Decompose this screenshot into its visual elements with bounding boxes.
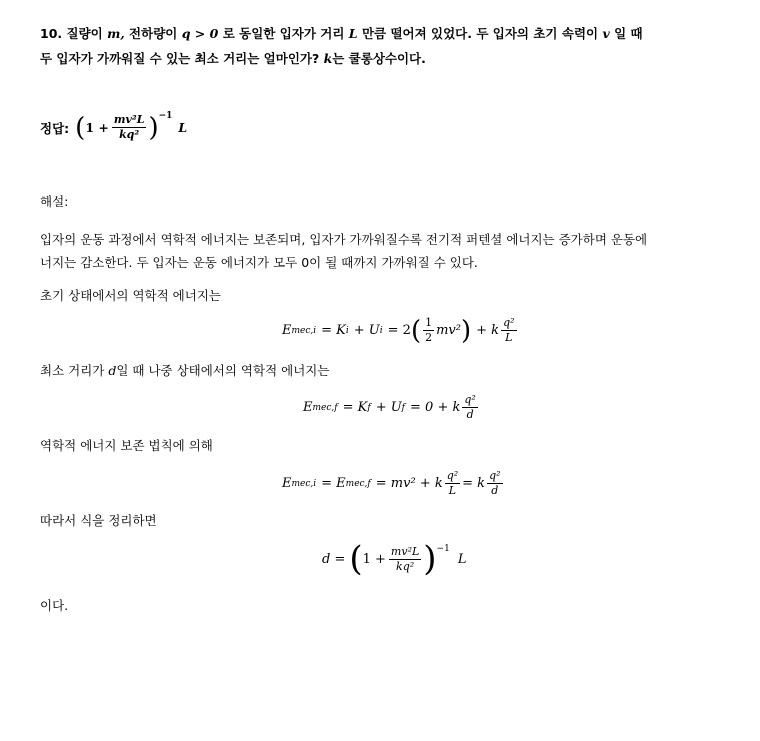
fraction-denominator: L xyxy=(505,331,513,344)
answer-label: 정답: xyxy=(40,120,70,136)
eq-subscript: i xyxy=(345,325,349,336)
eq-result-fraction xyxy=(389,545,421,574)
paren-open: ( xyxy=(349,539,363,579)
fraction-numerator: q² xyxy=(446,469,459,482)
eq-term: = 2 xyxy=(387,323,411,338)
answer-line xyxy=(40,113,187,142)
answer-one-plus: 1 + xyxy=(85,120,109,135)
math-v: v xyxy=(602,26,610,41)
eq-exponent: −1 xyxy=(436,544,450,554)
equation-result xyxy=(322,539,467,579)
paren-close: ) xyxy=(423,539,437,579)
equation-conservation xyxy=(282,469,505,498)
fraction-numerator: q² xyxy=(503,316,515,329)
equation-initial-energy xyxy=(282,316,519,345)
eq-subscript: i xyxy=(379,325,383,336)
paren-close: ) xyxy=(461,315,472,346)
eq-subscript: f xyxy=(401,402,406,413)
fraction-denominator: 2 xyxy=(425,331,433,344)
eq-term: + U xyxy=(375,400,402,415)
question-text: 는 쿨롱상수이다. xyxy=(332,51,426,66)
final-state-text xyxy=(40,358,329,383)
eq-fraction-q2-L xyxy=(445,469,460,498)
end-text: 이다. xyxy=(40,598,69,613)
eq-fraction-q2-d xyxy=(487,469,502,498)
eq-subscript: mec,f xyxy=(345,478,371,489)
fraction-denominator: kq² xyxy=(396,559,415,573)
eq-term: = 0 + k xyxy=(410,400,461,415)
eq-term: + k xyxy=(476,323,500,338)
eq-term: L xyxy=(457,551,467,567)
question-text: 두 입자가 가까워질 수 있는 최소 거리는 얼마인가? xyxy=(40,51,320,66)
equation-final-energy xyxy=(303,393,480,422)
eq-term: mv² xyxy=(436,323,461,338)
eq-term: = k xyxy=(462,476,486,491)
eq-term: d = xyxy=(322,551,346,567)
eq-term: 1 + xyxy=(362,551,386,567)
question-line-1 xyxy=(40,21,643,46)
eq-term: = K xyxy=(321,323,346,338)
math-m: m, xyxy=(107,26,125,41)
fraction-denominator: d xyxy=(466,408,474,421)
answer-fraction-denominator: kq² xyxy=(119,128,140,141)
question-text: 질량이 xyxy=(66,26,103,41)
text: 최소 거리가 xyxy=(40,363,105,378)
eq-term: = E xyxy=(321,476,346,491)
question-text: 전하량이 xyxy=(129,26,178,41)
question-line-2 xyxy=(40,46,426,71)
question-text: 만큼 떨어져 있었다. 두 입자의 초기 속력이 xyxy=(361,26,599,41)
eq-subscript: mec,i xyxy=(291,325,317,336)
question-number: 10. xyxy=(40,26,63,41)
eq-subscript: f xyxy=(367,402,371,413)
math-q-condition: q > 0 xyxy=(181,26,219,41)
eq-term: = K xyxy=(342,400,368,415)
paren-open: ( xyxy=(410,315,422,346)
math-d: d xyxy=(108,363,117,378)
fraction-denominator: d xyxy=(491,484,499,497)
paren-open: ( xyxy=(75,112,86,143)
eq-term: = mv² + k xyxy=(375,476,443,491)
math-L: L xyxy=(348,26,358,41)
fraction-numerator: q² xyxy=(489,469,501,482)
explanation-paragraph-line-2: 너지는 감소한다. 두 입자는 운동 에너지가 모두 0이 될 때까지 가까워질 수 있다. xyxy=(40,255,478,270)
eq-fraction-q2-L xyxy=(501,316,516,345)
fraction-numerator: q² xyxy=(464,393,476,406)
fraction-denominator: L xyxy=(448,484,457,497)
eq-fraction-half xyxy=(423,316,434,345)
explanation-heading: 해설: xyxy=(40,194,69,209)
initial-state-text: 초기 상태에서의 역학적 에너지는 xyxy=(40,288,221,303)
answer-L: L xyxy=(178,120,188,135)
math-k: k xyxy=(323,51,333,66)
fraction-numerator: 1 xyxy=(425,316,433,329)
paren-close: ) xyxy=(148,112,159,143)
therefore-text: 따라서 식을 정리하면 xyxy=(40,513,157,528)
answer-fraction xyxy=(112,113,147,142)
conservation-text: 역학적 에너지 보존 법칙에 의해 xyxy=(40,438,213,453)
text: 일 때 나중 상태에서의 역학적 에너지는 xyxy=(116,363,330,378)
eq-symbol: E xyxy=(303,400,313,415)
question-text: 일 때 xyxy=(614,26,643,41)
eq-subscript: mec,f xyxy=(312,402,338,413)
explanation-paragraph-line-1: 입자의 운동 과정에서 역학적 에너지는 보존되며, 입자가 가까워질수록 전기적 퍼텐셜 에너지는 증가하며 운동에 xyxy=(40,232,648,247)
question-text: 로 동일한 입자가 거리 xyxy=(222,26,345,41)
eq-symbol: E xyxy=(282,323,292,338)
eq-subscript: mec,i xyxy=(291,478,317,489)
eq-symbol: E xyxy=(282,476,292,491)
fraction-numerator: mv²L xyxy=(390,544,420,558)
eq-term: + U xyxy=(353,323,380,338)
eq-fraction-q2-d xyxy=(462,393,477,422)
answer-fraction-numerator: mv²L xyxy=(113,113,145,126)
answer-exponent: −1 xyxy=(158,111,173,121)
